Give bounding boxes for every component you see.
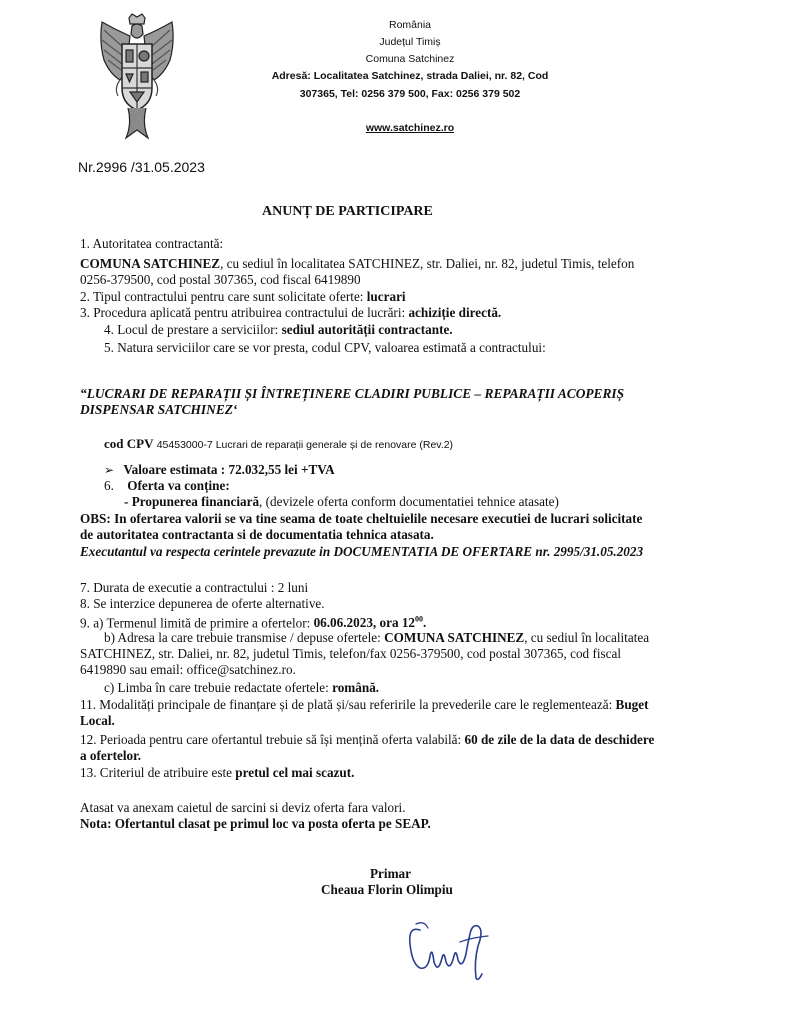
item-2-text: 2. Tipul contractului pentru care sunt solicitate oferte: [80, 289, 367, 304]
item-6-sub-text: , (devizele oferta conform documentatiei tehnice atasate) [259, 494, 559, 509]
item-11-line2: Local. [80, 713, 115, 728]
header-address-line1: Adresă: Localitatea Satchinez, strada Daliei, nr. 82, Cod [271, 70, 549, 82]
item-9c-value: română. [332, 680, 380, 695]
item-3-value: achiziție directă. [408, 305, 502, 320]
item-12-bold-a: 60 de zile de la data de deschidere [464, 732, 655, 747]
item-5: 5. Natura serviciilor care se vor presta, codul CPV, valoarea estimată a contractului: [104, 340, 546, 355]
item-12-line2: a ofertelor. [80, 748, 142, 763]
header-county: Județul Timiș [379, 36, 441, 48]
item-9a-deadline: 06.06.2023, ora $12^{00}$. [313, 615, 427, 631]
item-3-text: 3. Procedura aplicată pentru atribuirea contractului de lucrări: [80, 305, 409, 320]
item-9b-text-b: , cu sediul în localitatea [524, 630, 650, 645]
item-1-label: 1. Autoritatea contractantă: [80, 236, 224, 251]
item-9a-text: 9. a) Termenul limită de primire a ofertelor: [80, 615, 314, 631]
item-9b-line2: SATCHINEZ, str. Daliei, nr. 82, judetul Timis, telefon/fax 0256-379500, cod postal 307365, cod fiscal [80, 646, 621, 661]
estimated-value: Valoare estimata : 72.032,55 lei +TVA [123, 462, 335, 477]
item-7: 7. Durata de executie a contractului : 2 luni [80, 580, 309, 595]
coat-of-arms-logo [96, 12, 178, 147]
item-9b-text-a: b) Adresa la care trebuie transmise / depuse ofertele: [104, 630, 385, 645]
item-6-sub-bold: - Propunerea financiară [124, 494, 260, 509]
authority-address: , cu sediul în localitatea SATCHINEZ, str. Daliei, nr. 82, judetul Timis, telefon [220, 256, 635, 271]
item-13 [80, 765, 354, 781]
document-title: ANUNȚ DE PARTICIPARE [262, 204, 433, 219]
cpv-line [104, 436, 453, 452]
header-website[interactable]: www.satchinez.ro [365, 122, 455, 134]
obs-line2: de autoritatea contractanta si de documentatia tehnica atasata. [80, 527, 434, 542]
handwritten-signature [398, 916, 508, 986]
item-9b-bold: COMUNA SATCHINEZ [384, 630, 525, 645]
item-4-text: 4. Locul de prestare a serviciilor: [104, 322, 282, 337]
project-title-line1: “LUCRARI DE REPARAȚII ȘI ÎNTREȚINERE CLADIRI PUBLICE – REPARAȚII ACOPERIȘ [80, 386, 625, 401]
item-11-bold-a: Buget [615, 697, 649, 712]
authority-name: COMUNA SATCHINEZ [80, 256, 221, 271]
nota-line: Nota: Ofertantul clasat pe primul loc va posta oferta pe SEAP. [80, 816, 431, 831]
item-11-line1 [80, 697, 649, 713]
item-6-sub [124, 494, 559, 510]
item-6-label: 6. [104, 478, 114, 493]
item-3 [80, 305, 501, 321]
item-9b-line1 [104, 630, 649, 646]
document-number: Nr.2996 /31.05.2023 [78, 159, 205, 175]
obs-line1: OBS: In ofertarea valorii se va tine seama de toate cheltuielile necesare executiei de lucrari solicitate [80, 511, 643, 526]
item-9b-line3: 6419890 sau email: office@satchinez.ro. [80, 662, 296, 677]
attachment-note: Atasat va anexam caietul de sarcini si deviz oferta fara valori. [80, 800, 406, 815]
item-9c [104, 680, 379, 696]
item-9a [80, 612, 426, 631]
arrow-bullet-icon: ➢ [104, 463, 115, 477]
header-commune: Comuna Satchinez [365, 53, 455, 65]
project-title-line2: DISPENSAR SATCHINEZ‘ [80, 402, 238, 417]
estimated-value-line [104, 462, 335, 479]
executant-note: Executantul va respecta cerintele prevazute in DOCUMENTATIA DE OFERTARE nr. 2995/31.05.2023 [80, 544, 644, 559]
item-6-title: Oferta va conține: [127, 478, 230, 493]
signature-role: Primar [370, 866, 412, 881]
item-11-text: 11. Modalități principale de finanțare și de plată și/sau referirile la prevederile care le reglementează: [80, 697, 616, 712]
item-9c-text: c) Limba în care trebuie redactate ofertele: [104, 680, 333, 695]
item-6 [104, 478, 230, 494]
item-12-line1 [80, 732, 654, 748]
item-8: 8. Se interzice depunerea de oferte alternative. [80, 596, 325, 611]
cpv-label: cod CPV [104, 436, 154, 451]
item-2 [80, 289, 406, 305]
header-country: România [388, 19, 432, 31]
item-2-value: lucrari [366, 289, 406, 304]
item-4 [104, 322, 453, 338]
item-13-value: pretul cel mai scazut. [235, 765, 355, 780]
item-1-line2: 0256-379500, cod postal 307365, cod fiscal 6419890 [80, 272, 361, 287]
signature-name: Cheaua Florin Olimpiu [321, 882, 453, 897]
item-4-value: sediul autorității contractante. [281, 322, 453, 337]
header-address-line2: 307365, Tel: 0256 379 500, Fax: 0256 379 502 [299, 88, 521, 100]
item-13-text: 13. Criteriul de atribuire este [80, 765, 236, 780]
cpv-value: 45453000-7 Lucrari de reparații generale și de renovare (Rev.2) [156, 439, 454, 451]
item-1-line1 [80, 256, 634, 272]
item-12-text: 12. Perioada pentru care ofertantul trebuie să își mențină oferta valabilă: [80, 732, 465, 747]
